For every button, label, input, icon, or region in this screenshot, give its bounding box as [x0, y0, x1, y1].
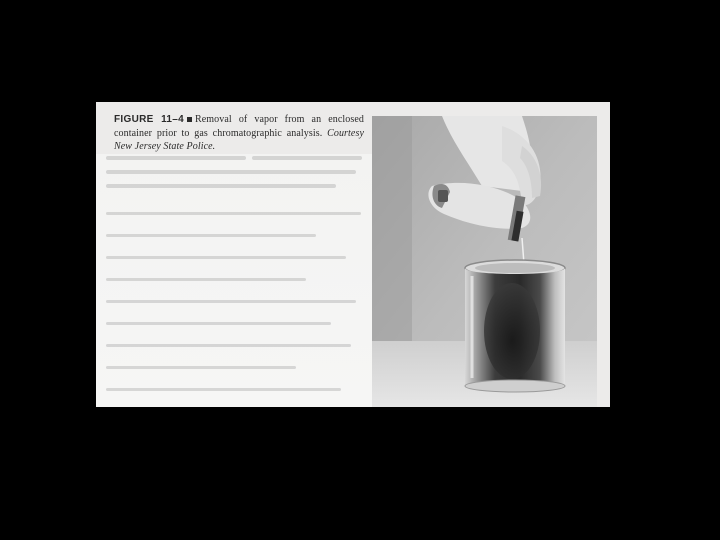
photo-can-lid-inner: [475, 263, 555, 273]
figure-caption: [114, 113, 364, 154]
show-through-text-texture: [102, 152, 374, 402]
photo-syringe-vapor-sampling: [372, 116, 597, 407]
caption-bullet-icon: [187, 117, 192, 122]
caption-text: Removal of vapor from an enclosed container prior to gas chromatographic analysis.: [114, 114, 364, 139]
figure-label: FIGURE 11–4: [114, 114, 184, 125]
photo-credit: Courtesy New Jersey State Police.: [114, 127, 364, 152]
photo-watch: [438, 190, 448, 202]
photo-can-bottom-rim: [465, 380, 565, 392]
scanned-textbook-page: [96, 102, 610, 407]
photo-can-reflection: [484, 283, 540, 379]
